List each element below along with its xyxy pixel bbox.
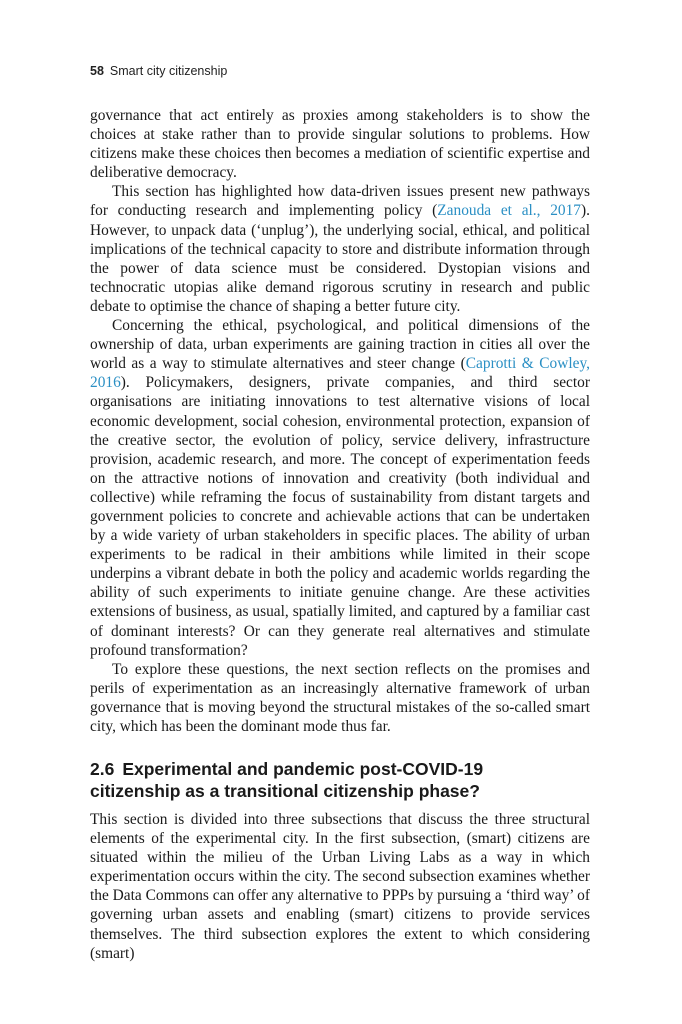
section-heading-line-1 bbox=[90, 758, 590, 780]
section-body bbox=[90, 810, 590, 963]
paragraph-3-text-b: ). Policymakers, designers, private companies, and third sector organisations are initiating innovations to test alternative visions of local economic development, social cohesion, environmental protection, expansion of the creative sector, the evolution of policy, service delivery, infrastructure provision, academic research, and more. The concept of experimentation feeds on the attractive notions of innovation and creativity (both individual and collective) while reframing the focus of sustainability from distant targets and government policies to concrete and achievable actions that can be undertaken by a wide variety of urban stakeholders in specific places. The ability of urban experiments to be radical in their ambitions while limited in their scope underpins a vibrant debate in both the policy and academic worlds regarding the ability of such experiments to initiate genuine change. Are these activities extensions of business, as usual, spatially limited, and captured by a familiar cast of dominant interests? Or can they generate real alternatives and stimulate profound transformation? bbox=[90, 374, 590, 659]
section-heading bbox=[90, 758, 590, 802]
running-title: Smart city citizenship bbox=[109, 64, 228, 78]
paragraph-2-text-b: ). However, to unpack data (‘unplug’), the underlying social, ethical, and political implications of the technical capacity to store and distribute information through the power of data science must be considered. Dystopian visions and technocratic utopias alike demand rigorous scrutiny in research and public debate to optimise the chance of shaping a better future city. bbox=[90, 202, 590, 315]
paragraph-2-text-a: This section has highlighted how data-driven issues present new pathways for conducting research and implementing policy ( bbox=[90, 183, 590, 220]
paragraph-1: governance that act entirely as proxies among stakeholders is to show the choices at stake rather than to provide singular solutions to problems. How citizens make these choices then becomes a mediation of scientific expertise and deliberative democracy. bbox=[90, 107, 590, 182]
paragraph-4: To explore these questions, the next section reflects on the promises and perils of experimentation as an increasingly alternative framework of urban governance that is moving beyond the structural mistakes of the so-called smart city, which has been the dominant mode thus far. bbox=[90, 660, 590, 735]
paragraph-3 bbox=[90, 316, 590, 660]
section-title-line-1: Experimental and pandemic post-COVID-19 bbox=[122, 759, 484, 779]
section-title-line-2: citizenship as a transitional citizenship phase? bbox=[90, 781, 480, 801]
running-head bbox=[90, 64, 227, 78]
citation-caprotti-cowley[interactable]: Caprotti & Cowley, 2016 bbox=[90, 355, 590, 392]
paragraph-2 bbox=[90, 182, 590, 316]
page-number: 58 bbox=[90, 64, 104, 78]
section-paragraph-1: This section is divided into three subsections that discuss the three structural elements of the experimental city. In the first subsection, (smart) citizens are situated within the milieu of the Urban Living Labs as a way in which experimentation occurs within the city. The second subsection examines whether the Data Commons can offer any alternative to PPPs by pursuing a ‘third way’ of governing urban assets and enabling (smart) citizens to provide services themselves. The third subsection explores the extent to which considering (smart) bbox=[90, 811, 590, 962]
section-number: 2.6 bbox=[90, 759, 115, 779]
body-text bbox=[90, 106, 590, 736]
citation-zanouda[interactable]: Zanouda et al., 2017 bbox=[437, 202, 582, 220]
paragraph-3-text-a: Concerning the ethical, psychological, and political dimensions of the ownership of data, urban experiments are gaining traction in cities all over the world as a way to stimulate alternatives and steer change ( bbox=[90, 317, 590, 373]
